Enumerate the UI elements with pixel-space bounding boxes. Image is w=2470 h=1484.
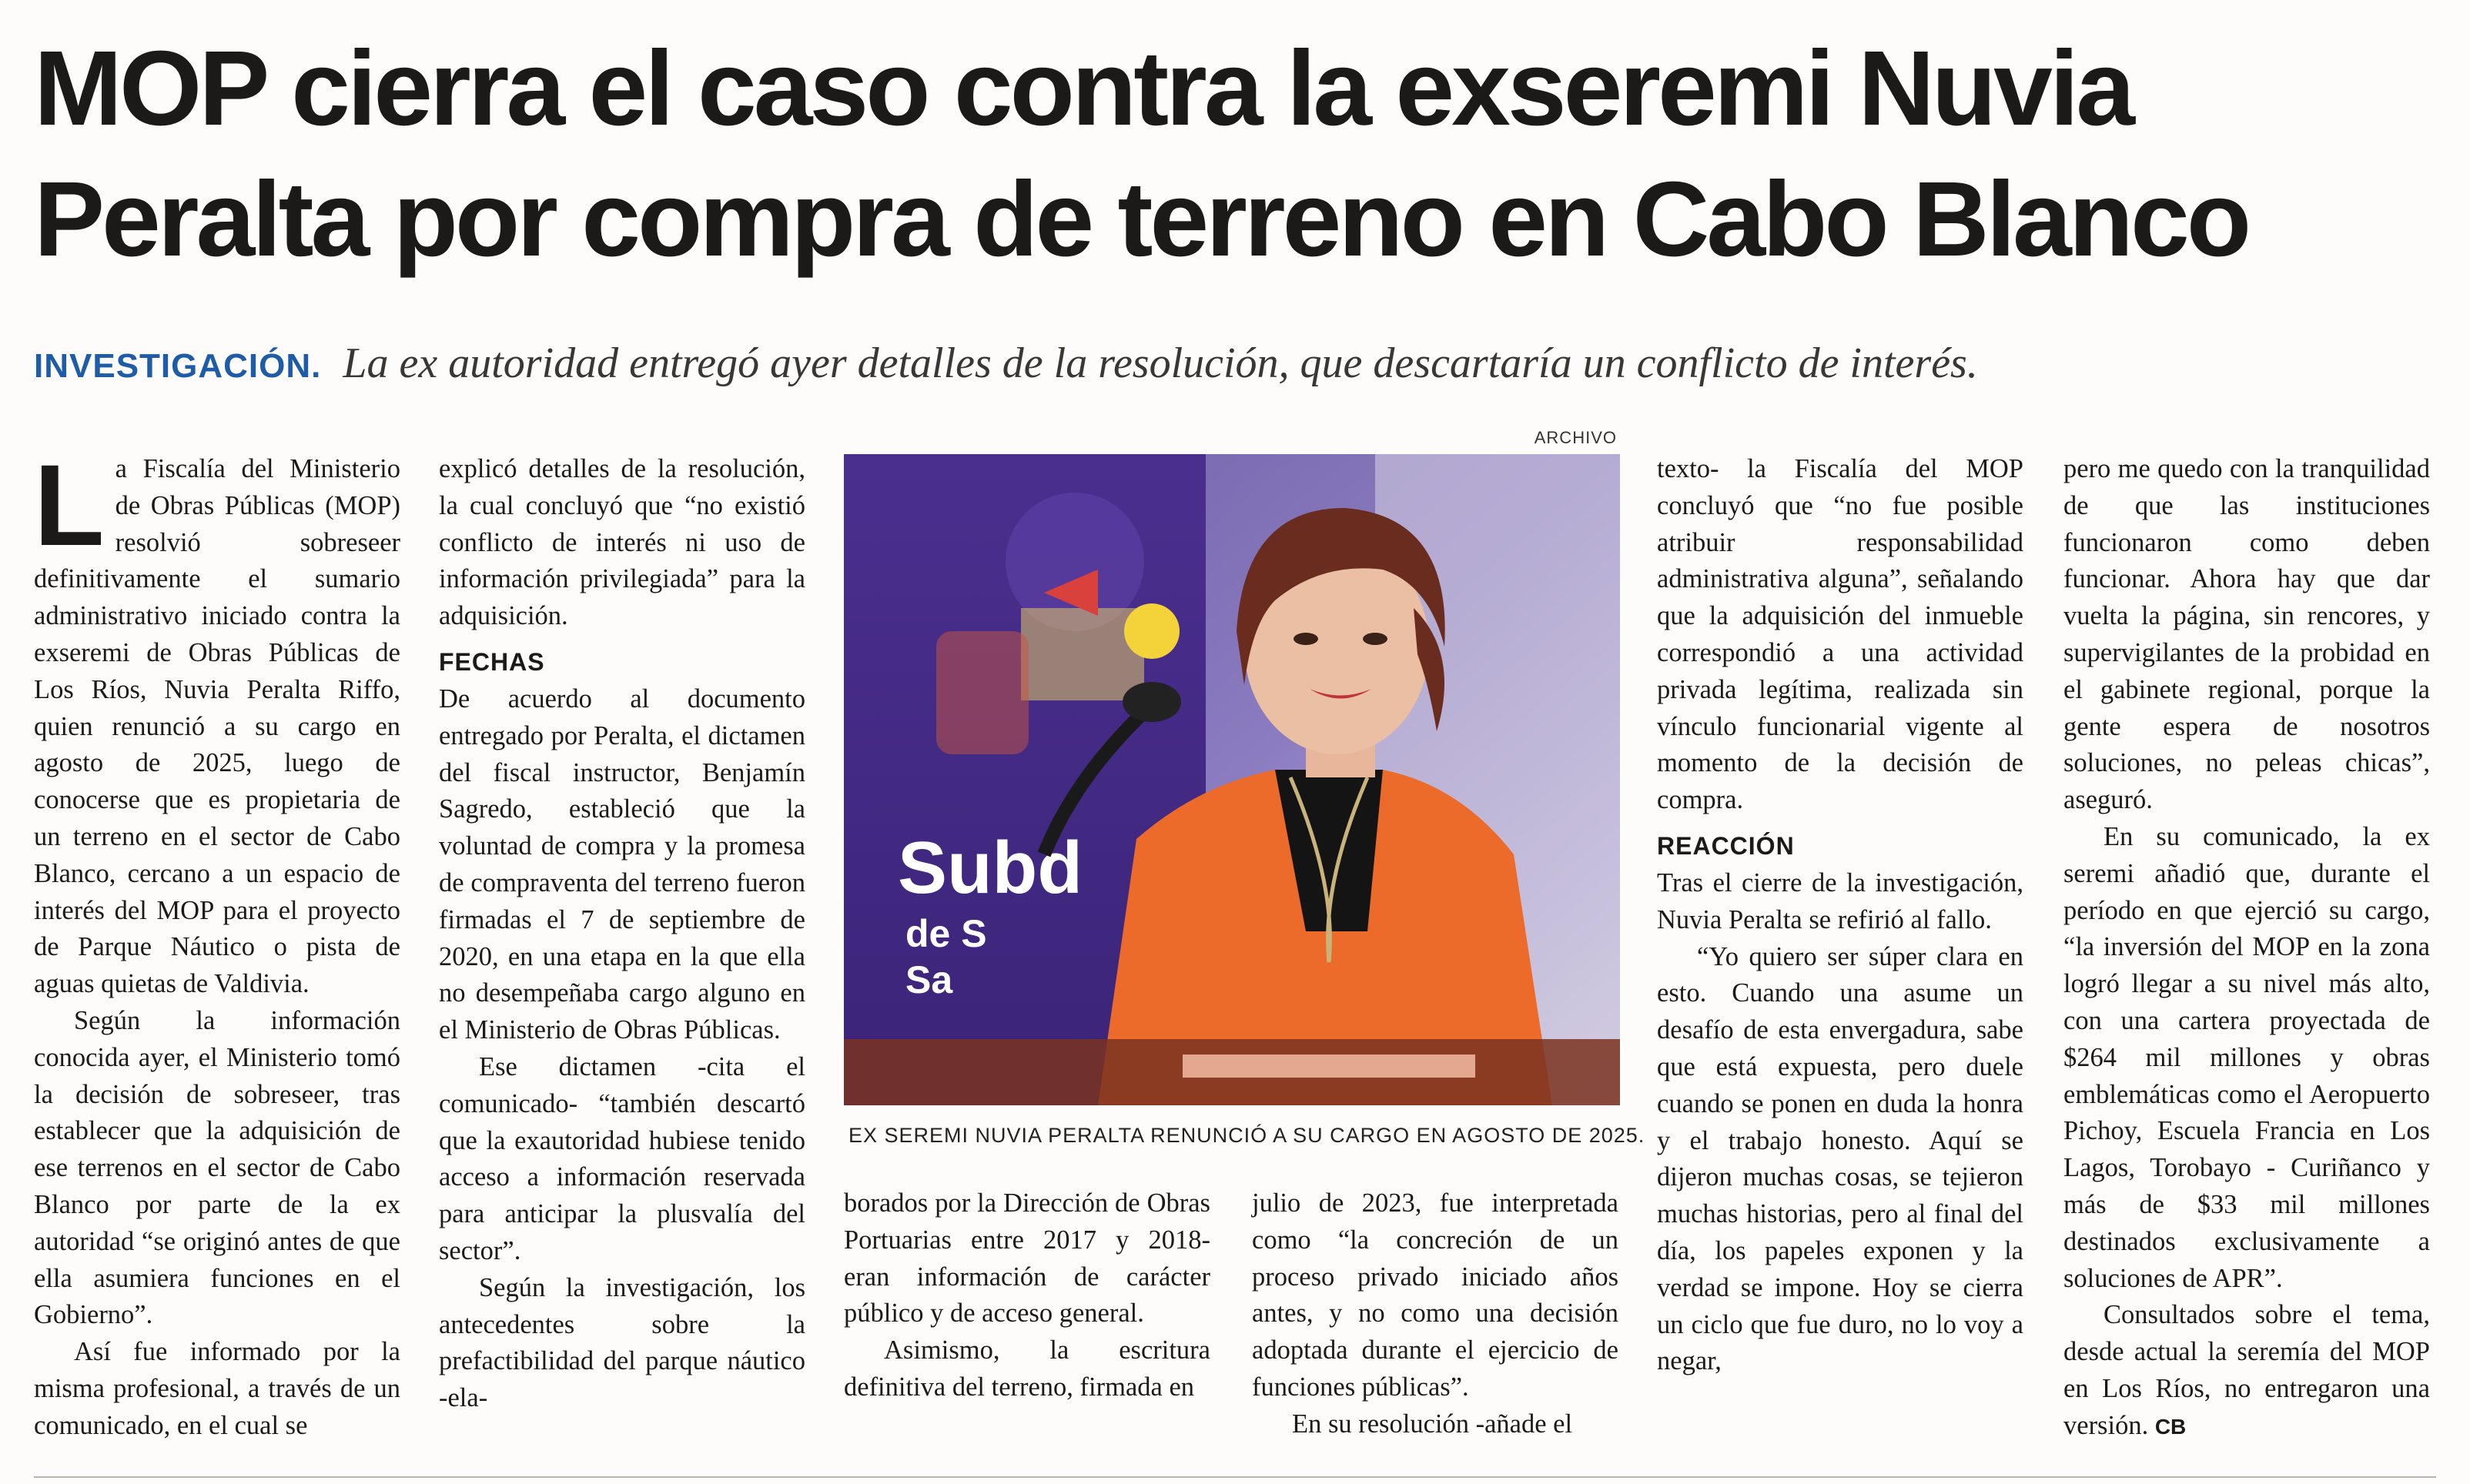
bottom-rule: [34, 1476, 2436, 1478]
paragraph: De acuerdo al documento entregado por Peralta, el dictamen del fiscal instructor, Benjamín Sagredo, estableció que la voluntad de compra y la promesa de compraventa del terreno fueron firmadas el 7 de septiembre de 2020, en una etapa en la que ella no desempeñaba cargo alguno en el Ministerio de Obras Públicas.: [439, 684, 805, 1045]
headline-line-2: Peralta por compra de terreno en Cabo Blanco: [34, 160, 2249, 279]
paragraph: pero me quedo con la tranquilidad de que las instituciones funcionaron como deben funcionar. Ahora hay que dar vuelta la página, sin rencores, y supervigilantes de la probidad en el gabinete regional, porque la gente espera de nosotros soluciones, no peleas chicas”, aseguró.: [2063, 454, 2430, 815]
paragraph: Según la investigación, los antecedentes sobre la prefactibilidad del parque náutico -ela-: [439, 1272, 805, 1413]
deck: [34, 336, 2436, 394]
headline: [34, 23, 2436, 285]
column-4: [1252, 1185, 1618, 1443]
paragraph: [2063, 1297, 2430, 1445]
headline-line-1: MOP cierra el caso contra la exseremi Nuvia: [34, 29, 2132, 148]
section-heading-reaccion: REACCIÓN: [1657, 831, 1795, 860]
paragraph: [34, 440, 400, 1003]
column-3: [844, 1185, 1210, 1406]
drop-cap: L: [34, 440, 105, 570]
section-kicker: INVESTIGACIÓN.: [34, 347, 322, 385]
photo-illustration: [844, 454, 1620, 1105]
column-6: [2063, 451, 2430, 1446]
paragraph: Según la información conocida ayer, el Ministerio tomó la decisión de sobreseer, tras establecer que la adquisición de ese terrenos en el sector de Cabo Blanco por parte de la ex autoridad “se originó antes de que ella asumiera funciones en el Gobierno”.: [34, 1005, 400, 1330]
paragraph: En su resolución -añade el: [1292, 1409, 1573, 1439]
section-heading-fechas: FECHAS: [439, 647, 545, 676]
banner-text: Subd: [898, 827, 1083, 909]
paragraph: Ese dictamen -cita el comunicado- “también descartó que la exautoridad hubiese tenido acceso a información reservada para anticipar la plusvalía del sector”.: [439, 1051, 805, 1265]
banner-text-3: Sa: [905, 958, 953, 1001]
paragraph: Tras el cierre de la investigación, Nuvia Peralta se refirió al fallo.: [1657, 867, 2023, 934]
paragraph: Así fue informado por la misma profesional, a través de un comunicado, en el cual se: [34, 1337, 400, 1440]
paragraph: borados por la Dirección de Obras Portuarias entre 2017 y 2018- eran información de carácter público y de acceso general.: [844, 1188, 1210, 1329]
photo-caption: EX SEREMI NUVIA PERALTA RENUNCIÓ A SU CARGO EN AGOSTO DE 2025.: [848, 1124, 1645, 1147]
subheadline: La ex autoridad entregó ayer detalles de la resolución, que descartaría un conflicto de interés.: [343, 339, 1978, 387]
end-mark: CB: [2154, 1414, 2187, 1439]
paragraph: “Yo quiero ser súper clara en esto. Cuando una asume un desafío de esta envergadura, sabe que está expuesta, pero duele cuando se ponen en duda la honra y el trabajo honesto. Aquí se dijeron muchas cosas, se tejieron muchas historias, pero al final del día, los papeles exponen y la verdad se impone. Hoy se cierra un ciclo que fue duro, no lo voy a negar,: [1657, 941, 2023, 1376]
column-1: [34, 440, 400, 1445]
paragraph: Asimismo, la escritura definitiva del terreno, firmada en: [844, 1335, 1210, 1402]
paragraph-text: a Fiscalía del Ministerio de Obras Públicas (MOP) resolvió sobreseer definitivamente el sumario administrativo iniciado contra la exseremi de Obras Públicas de Los Ríos, Nuvia Peralta Riffo, quien renunció a su cargo en agosto de 2025, luego de conocerse que es propietaria de un terreno en el sector de Cabo Blanco, cercano a un espacio de interés del MOP para el proyecto de Parque Náutico o pista de aguas quietas de Valdivia.: [34, 454, 400, 999]
paragraph: En su comunicado, la ex seremi añadió que, durante el período en que ejerció su cargo, “la inversión del MOP en la zona logró llegar a su nivel más alto, con una cartera proyectada de $264 mil millones y obras emblemáticas como el Aeropuerto Pichoy, Escuela Francia en Los Lagos, Torobayo - Curiñanco y más de $33 mil millones destinados exclusivamente a soluciones de APR”.: [2063, 821, 2430, 1293]
paragraph: explicó detalles de la resolución, la cual concluyó que “no existió conflicto de interés ni uso de información privilegiada” para la adquisición.: [439, 454, 805, 631]
column-2: [439, 451, 805, 1417]
paragraph: texto- la Fiscalía del MOP concluyó que “no fue posible atribuir responsabilidad administrativa alguna”, señalando que la adquisición del inmueble correspondió a una actividad privada legítima, realizada sin vínculo funcionarial vigente al momento de la decisión de compra.: [1657, 454, 2023, 815]
photo-credit: ARCHIVO: [1534, 428, 1617, 447]
paragraph-text: Consultados sobre el tema, desde actual la seremía del MOP en Los Ríos, no entregaron una versión.: [2063, 1300, 2430, 1440]
article-photo: [844, 454, 1620, 1105]
column-5: [1657, 451, 2023, 1380]
paragraph: julio de 2023, fue interpretada como “la concreción de un proceso privado iniciado años antes, y no como una decisión adoptada durante el ejercicio de funciones públicas”.: [1252, 1188, 1618, 1402]
banner-text-2: de S: [905, 912, 987, 955]
